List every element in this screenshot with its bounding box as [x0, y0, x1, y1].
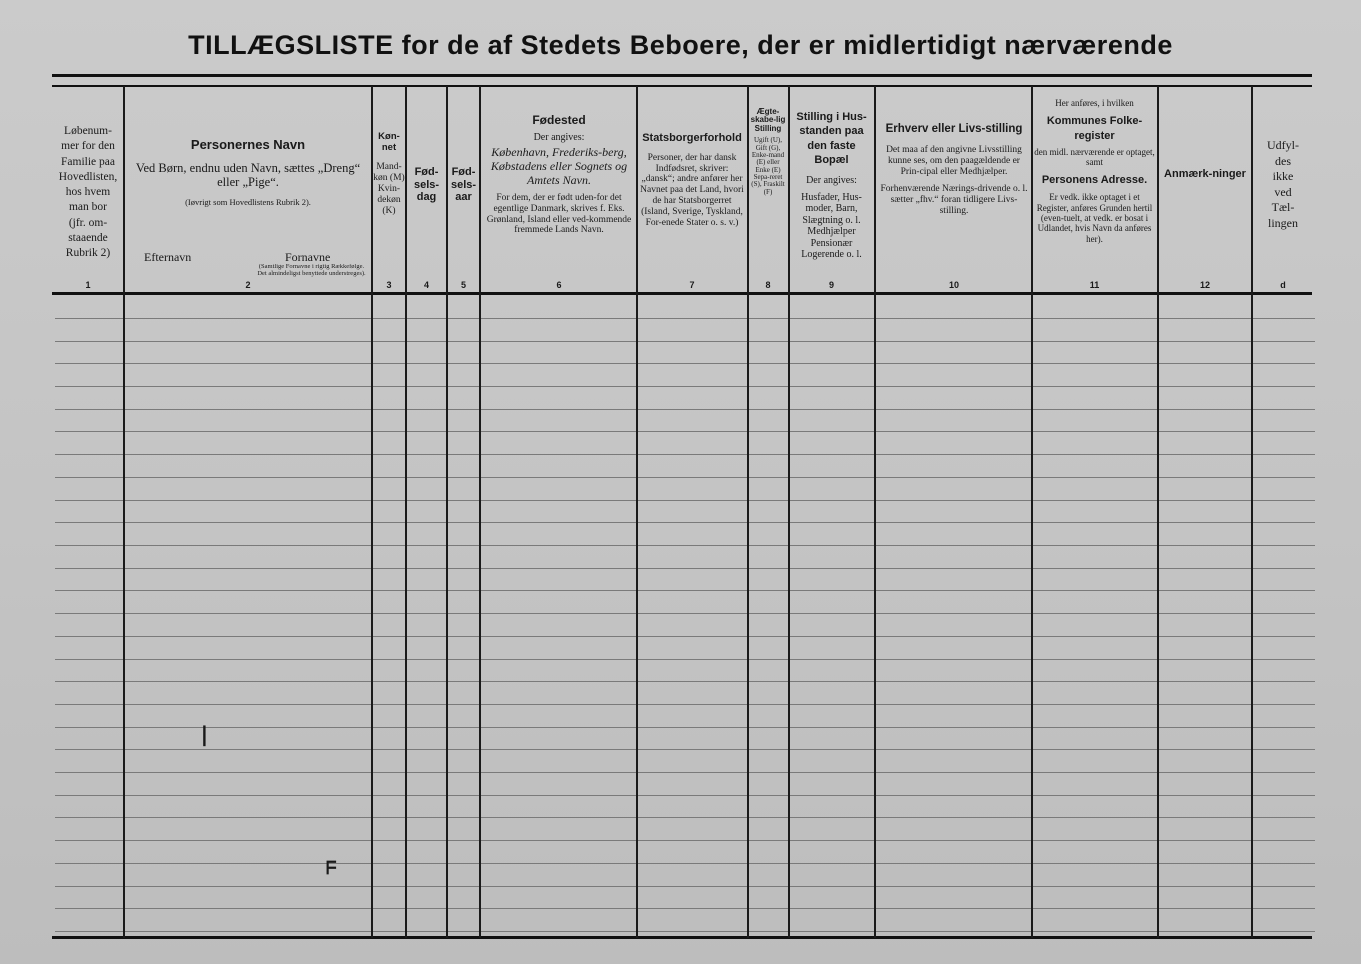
col-4-header: Fød-sels-dag [413, 166, 440, 204]
col-2-heading: Personernes Navn [190, 138, 306, 152]
table-row-rule [55, 341, 1315, 342]
table-row-rule [55, 477, 1315, 478]
col-10-header: Erhverv eller Livs-stilling Det maa af den angivne Livsstilling kunne ses, om den paagældende er Prin-cipal eller Medhjælper. Forhenværende Nærings-drivende o. l. sætter „fhv.“ foran tidligere Livs-stilling. [880, 123, 1028, 216]
col-3-number: 3 [386, 280, 392, 290]
table-row-rule [55, 863, 1315, 864]
col-4-number: 4 [423, 280, 429, 290]
table-row-rule [55, 545, 1315, 546]
col-9-number: 9 [828, 280, 834, 290]
col-3-header: Køn-net Mand-køn (M) Kvin-dekøn (K) [373, 132, 405, 216]
col-5-header: Fød-sels-aar [450, 166, 477, 204]
col-12-header: Anmærk-ninger [1164, 168, 1246, 180]
table-row-rule [55, 772, 1315, 773]
col-2-subnote: (Samtlige Fornavne i rigtig Rækkefølge. Det almindeligst benyttede understreges). [257, 264, 366, 277]
col-2-number: 2 [245, 280, 251, 290]
bottom-rule [52, 936, 1312, 939]
table-row-rule [55, 386, 1315, 387]
table-row-rule [55, 613, 1315, 614]
pen-mark: ❘ [196, 724, 213, 746]
table-row-rule [55, 409, 1315, 410]
column-divider [479, 86, 481, 938]
table-row-rule [55, 500, 1315, 501]
col-1-number: 1 [85, 280, 91, 290]
col-11-number: 11 [1089, 280, 1100, 290]
table-row-rule [55, 568, 1315, 569]
table-row-rule [55, 681, 1315, 682]
col-6-number: 6 [556, 280, 562, 290]
table-row-rule [55, 590, 1315, 591]
col-2-header [128, 138, 368, 318]
table-row-rule [55, 431, 1315, 432]
col-7-header: Statsborgerforhold Personer, der har dansk Indfødsret, skriver: „dansk“; andre anfører her Navnet paa det Land, hvori de har Statsborgerret (Island, Sverige, Tyskland, For-enede Stater o. s. v.) [640, 132, 744, 229]
table-row-rule [55, 795, 1315, 796]
form-title: TILLÆGSLISTE for de af Stedets Beboere, der er midlertidigt nærværende [188, 30, 1173, 60]
table-row-rule [55, 522, 1315, 523]
col-8-number: 8 [765, 280, 771, 290]
col-2-note: (Iøvrigt som Hovedlistens Rubrik 2). [185, 196, 311, 207]
col-2-firstname-label: Fornavne [285, 250, 331, 264]
col-12-number: 12 [1199, 280, 1210, 290]
col-2-surname-label: Efternavn [144, 250, 192, 264]
col-10-number: 10 [948, 280, 959, 290]
table-row-rule [55, 636, 1315, 637]
column-divider [874, 86, 876, 938]
table-row-rule [55, 817, 1315, 818]
col-d-number: d [1280, 280, 1286, 290]
column-divider [1031, 86, 1033, 938]
column-divider [123, 86, 125, 938]
top-rule [52, 74, 1312, 77]
table-row-rule [55, 931, 1315, 932]
table-row-rule [55, 840, 1315, 841]
table-row-rule [55, 727, 1315, 728]
col-1-header: Løbenum- mer for den Familie paa Hovedlisten, hos hvem man bor (jfr. om- staaende Rubrik 2) [58, 125, 118, 260]
table-row-rule [55, 886, 1315, 887]
pen-mark: ᖴ [326, 858, 337, 878]
col-5-number: 5 [460, 280, 466, 290]
col-8-header: Ægte-skabe-lig Stilling Ugift (U), Gift (G), Enke-mand (E) eller Enke (E) Sepa-reret (S), Fraskilt (F) [750, 108, 786, 196]
col-9-header: Stilling i Hus-standen paa den faste Bopæl Der angives: Husfader, Hus-moder, Barn, Slægtning o. l. Medhjælper Pensionær Logerende o. l. [796, 111, 867, 261]
table-row-rule [55, 659, 1315, 660]
table-row-rule [55, 749, 1315, 750]
col-7-number: 7 [689, 280, 695, 290]
header-top-rule [52, 85, 1312, 87]
table-row-rule [55, 318, 1315, 319]
table-row-rule [55, 363, 1315, 364]
col-2-text: Ved Børn, endnu uden Navn, sættes „Dreng“ eller „Pige“. [135, 160, 361, 190]
column-divider [1157, 86, 1159, 938]
table-row-rule [55, 454, 1315, 455]
column-divider [1251, 86, 1253, 938]
table-row-rule [55, 704, 1315, 705]
col-6-header: Fødested Der angives: København, Frederiks-berg, Købstadens eller Sognets og Amtets Navn. For dem, der er født uden-for det egentlige Danmark, skrives f. Eks. Grønland, Island eller ved-kommende fremmede Lands Navn. [486, 114, 632, 236]
col-11-header: Her anføres, i hvilken Kommunes Folke-register den midl. nærværende er optaget, samt Personens Adresse. Er vedk. ikke optaget i et Register, anføres Grunden hertil (even-tuelt, at vedk. er bosat i Udlandet, hvis Navn da anføres her). [1034, 98, 1155, 244]
col-d-header: Udfyl- des ikke ved Tæl- lingen [1267, 138, 1299, 230]
table-row-rule [55, 908, 1315, 909]
